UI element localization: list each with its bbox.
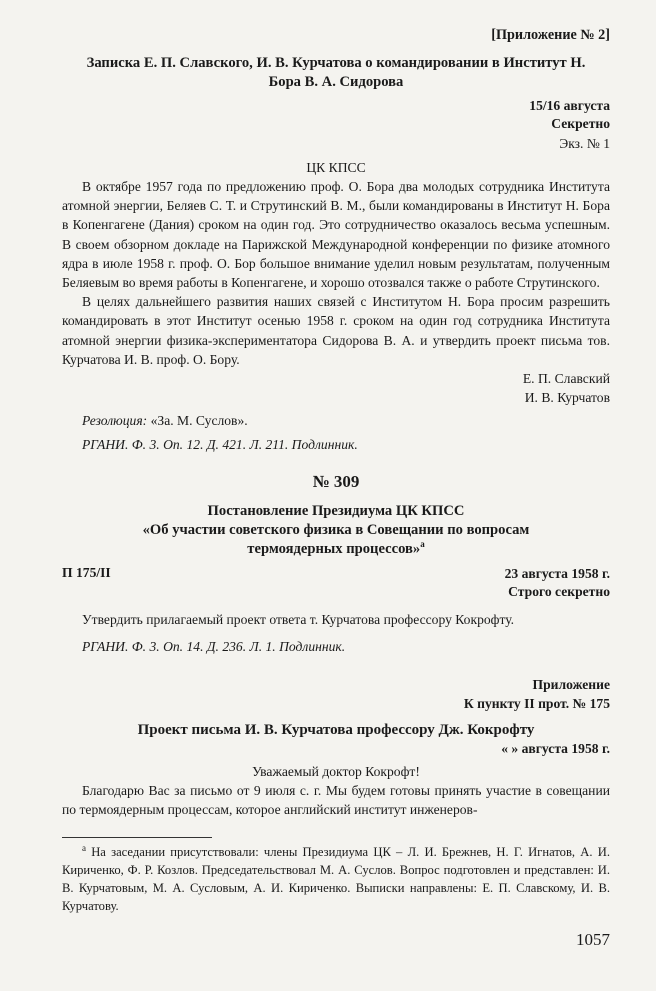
doc1-date: 15/16 августа <box>529 97 610 113</box>
appendix-label: [Приложение № 2] <box>491 27 610 43</box>
doc2-title-line-1: Постановление Президиума ЦК КПСС <box>207 502 465 519</box>
doc2-protocol: П 175/II <box>62 564 111 580</box>
doc1-title: Записка Е. П. Славского, И. В. Курчатова о командировании в Институт Н. Бора В. А. Сидорова <box>86 54 586 90</box>
doc3-greeting: Уважаемый доктор Кокрофт! <box>252 763 420 779</box>
doc3-to-item: К пункту II прот. № 175 <box>463 695 610 711</box>
doc2-number: № 309 <box>312 471 360 491</box>
doc1-copy: Экз. № 1 <box>559 135 610 151</box>
resolution-label: Резолюция: <box>82 413 148 429</box>
doc1-paragraph-2: В целях дальнейшего развития наших связей с Институтом Н. Бора просим разрешить командировать в этот Институт осенью 1958 г. сроком на один год сотрудника Института атомной энергии физика-экспериментатора Сидорова В. А. и утвердить проект письма тов. Курчатова И. В. проф. О. Бору. <box>62 294 610 367</box>
doc1-signer-2: И. В. Курчатов <box>524 390 610 406</box>
doc3-appendix: Приложение <box>532 677 610 693</box>
doc1-source: РГАНИ. Ф. 3. Оп. 12. Д. 421. Л. 211. Подлинник. <box>82 436 358 452</box>
page <box>62 26 610 915</box>
doc2-title-text: термоядерных процессов» <box>247 540 421 557</box>
doc1-signer-1: Е. П. Славский <box>522 370 610 386</box>
doc2-meta-row <box>62 565 610 602</box>
footnote <box>62 843 610 915</box>
resolution-text: «За. М. Суслов». <box>147 413 248 429</box>
doc3-title: Проект письма И. В. Курчатова профессору Дж. Кокрофту <box>137 722 535 739</box>
page-number: 1057 <box>576 930 610 949</box>
doc1-secrecy: Секретно <box>551 116 610 131</box>
doc1-paragraph-1: В октябре 1957 года по предложению проф. О. Бора два молодых сотрудника Института атомной энергии, Беляев С. Т. и Струтинский В. М., были командированы в Институт Н. Бора в Копенгагене (Дания) сроком на один год. Это сотрудничество оказалось весьма успешным. В своем обзорном докладе на Парижской Международной конференции по физике атомного ядра в июле 1958 г. проф. О. Бор большое внимание уделил новым результатам, полученным Беляевым во время работы в Копенгагене, и хорошо отозвался также о работе Струтинского. <box>62 178 610 290</box>
doc1-addressee: ЦК КПСС <box>306 159 366 175</box>
doc3-text: Благодарю Вас за письмо от 9 июля с. г. Мы будем готовы принять участие в совещании по термоядерным процессам, которое английский институт инженеров- <box>62 782 610 818</box>
footnote-text: На заседании присутствовали: члены Президиума ЦК – Л. И. Брежнев, Н. Г. Игнатов, А. И. Кириченко, Ф. Р. Козлов. Председательствовал М. А. Суслов. Вопрос подготовлен и представлен: И. В. Курчатовым, М. А. Сусловым, А. И. Кириченко. Выписки направлены: Е. П. Славскому, И. В. Курчатову. <box>62 845 610 914</box>
doc2-date: 23 августа 1958 г. <box>504 565 610 581</box>
footnote-mark: а <box>82 843 86 854</box>
doc2-secrecy: Строго секретно <box>508 584 610 600</box>
footnote-ref: а <box>420 538 425 549</box>
doc3-date: « » августа 1958 г. <box>501 741 610 757</box>
doc2-source: РГАНИ. Ф. 3. Оп. 14. Д. 236. Л. 1. Подлинник. <box>82 638 346 654</box>
doc1-resolution <box>62 411 610 430</box>
doc2-text: Утвердить прилагаемый проект ответа т. Курчатова профессору Кокрофту. <box>82 611 515 627</box>
doc2-title-line-2: «Об участии советского физика в Совещании по вопросам <box>142 521 530 538</box>
doc2-title-line-3 <box>62 540 610 559</box>
